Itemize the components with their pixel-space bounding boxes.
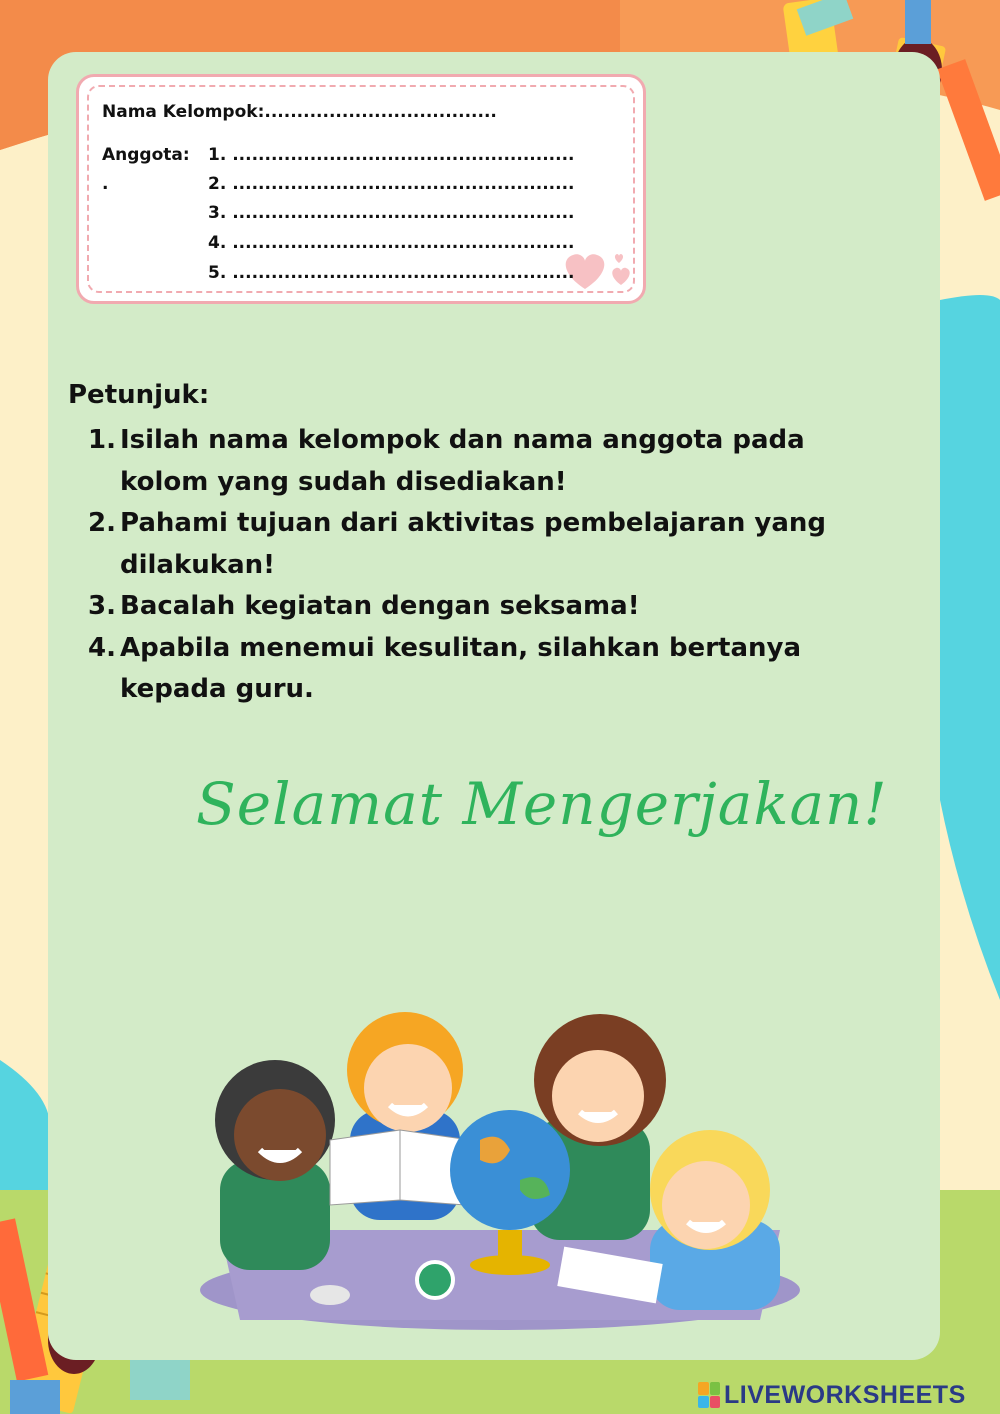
instruction-item (88, 628, 888, 711)
member-number: 3. (208, 203, 227, 223)
member-row-2 (208, 174, 575, 194)
member-blank[interactable]: ..................................................... (232, 203, 575, 223)
member-row-5 (208, 263, 575, 283)
member-row-3 (208, 203, 575, 223)
stray-dot: . (102, 174, 109, 194)
member-row-4 (208, 233, 575, 253)
group-name-label: Nama Kelompok: (102, 102, 265, 122)
instruction-item (88, 503, 888, 586)
instruction-number: 1. (88, 425, 116, 455)
group-name-row (102, 102, 497, 122)
liveworksheets-logo[interactable] (698, 1380, 966, 1410)
instruction-item (88, 420, 888, 503)
instruction-text: Isilah nama kelompok dan nama anggota pada kolom yang sudah disediakan! (120, 425, 805, 497)
instruction-text: Bacalah kegiatan dengan seksama! (120, 591, 640, 621)
member-number: 2. (208, 174, 227, 194)
member-number: 4. (208, 233, 227, 253)
member-row-1 (208, 145, 575, 165)
member-blank[interactable]: ..................................................... (232, 263, 575, 283)
group-name-blank[interactable]: .................................... (264, 102, 497, 122)
instruction-text: Apabila menemui kesulitan, silahkan bertanya kepada guru. (120, 632, 801, 704)
member-blank[interactable]: ..................................................... (232, 233, 575, 253)
instruction-number: 2. (88, 508, 116, 538)
members-label: Anggota: (102, 145, 190, 165)
greeting-script-text: Selamat Mengerjakan! (196, 770, 888, 838)
liveworksheets-logo-icon (698, 1382, 720, 1408)
member-blank[interactable]: ..................................................... (232, 145, 575, 165)
member-blank[interactable]: ..................................................... (232, 174, 575, 194)
instruction-number: 3. (88, 591, 116, 621)
instructions-title: Petunjuk: (68, 380, 210, 410)
instruction-item (88, 586, 888, 628)
instruction-number: 4. (88, 632, 116, 663)
member-number: 1. (208, 145, 227, 165)
instruction-text: Pahami tujuan dari aktivitas pembelajaran yang dilakukan! (120, 508, 826, 580)
liveworksheets-logo-text: LIVEWORKSHEETS (724, 1380, 966, 1409)
member-number: 5. (208, 263, 227, 283)
instructions-list (88, 420, 888, 711)
children-studying-illustration (180, 1000, 820, 1330)
